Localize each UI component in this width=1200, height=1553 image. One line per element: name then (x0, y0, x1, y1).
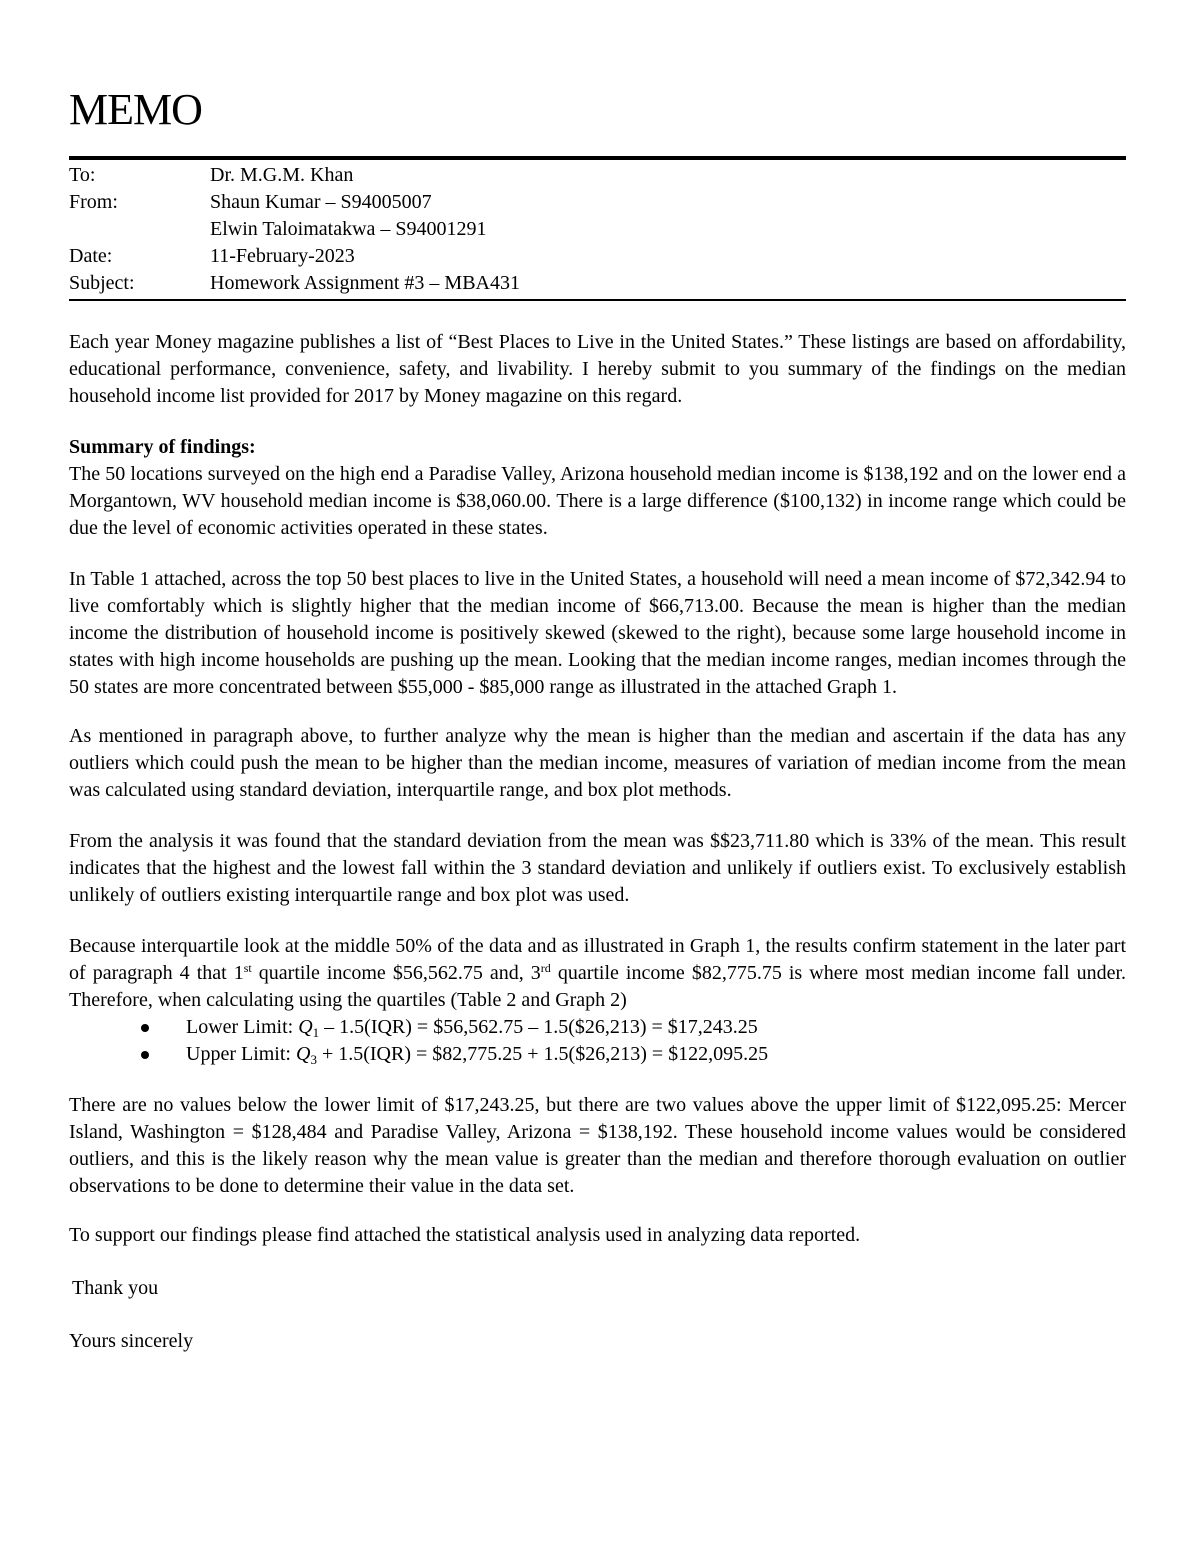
upper-limit-q: Q (295, 1043, 311, 1065)
to-label: To: (69, 164, 96, 186)
summary-paragraph: The 50 locations surveyed on the high end a Paradise Valley, Arizona household median income is $138,192 and on the lower end a Morgantown, WV household median income is $38,060.00. There is a large difference ($100,132) in income range which could be due the level of economic activities operated in these states. (69, 463, 1126, 539)
stddev-paragraph: From the analysis it was found that the standard deviation from the mean was $$23,711.80 which is 33% of the mean. This result indicates that the highest and the lowest fall within the 3 standard deviation and unlikely if outliers exist. To exclusively establish unlikely of outliers existing interquartile range and box plot was used. (69, 830, 1126, 906)
subject-value: Homework Assignment #3 – MBA431 (210, 272, 520, 294)
thanks-line: Thank you (72, 1277, 159, 1299)
date-label: Date: (69, 245, 113, 267)
intro-paragraph: Each year Money magazine publishes a list of “Best Places to Live in the United States.” These listings are based on affordability, educational performance, convenience, safety, and livability. I hereby submit to you summary of the findings on the median household income list provided for 2017 by Money magazine on this regard. (69, 331, 1126, 407)
list-item-lower-limit (69, 1014, 1126, 1041)
upper-limit-sub: 3 (310, 1052, 317, 1067)
iqr-text-2: quartile income $56,562.75 and, 3 (251, 962, 541, 984)
subject-label: Subject: (69, 272, 135, 294)
header-from-row-2 (69, 216, 1126, 243)
limits-list (69, 1014, 1126, 1068)
iqr-sup-1: st (243, 961, 252, 975)
header-from-row (69, 189, 1126, 216)
iqr-text-3: quartile income $82,775.75 is where most median income fall under. Therefore, when calculating using the quartiles (Table 2 and Graph 2) (69, 962, 1126, 1011)
bullet-icon (141, 1024, 149, 1032)
iqr-text-1: Because interquartile look at the middle 50% of the data and as illustrated in Graph 1, the results confirm statement in the later part of paragraph 4 that 1 (69, 935, 1126, 984)
lower-limit-prefix: Lower Limit: (186, 1016, 299, 1038)
date-value: 11-February-2023 (210, 245, 355, 267)
memo-body (69, 329, 1126, 1355)
memo-page (69, 86, 1126, 1355)
sign-off-line: Yours sincerely (69, 1330, 194, 1352)
lower-limit-rest: – 1.5(IQR) = $56,562.75 – 1.5($26,213) = $17,243.25 (319, 1016, 758, 1038)
variation-paragraph: As mentioned in paragraph above, to further analyze why the mean is higher than the median and ascertain if the data has any outliers which could push the mean to be higher than the median income, measures of variation of median income from the mean was calculated using standard deviation, interquartile range, and box plot methods. (69, 725, 1126, 801)
outliers-paragraph: There are no values below the lower limit of $17,243.25, but there are two values above the upper limit of $122,095.25: Mercer Island, Washington = $128,484 and Paradise Valley, Arizona = $138,192. These household income values would be considered outliers, and this is the likely reason why the mean value is greater than the median and therefore thorough evaluation on outlier observations to be done to determine their value in the data set. (69, 1094, 1126, 1197)
to-value: Dr. M.G.M. Khan (210, 164, 354, 186)
lower-limit-q: Q (298, 1016, 313, 1038)
header-date-row (69, 243, 1126, 270)
support-paragraph: To support our findings please find attached the statistical analysis used in analyzing data reported. (69, 1224, 861, 1246)
iqr-sup-2: rd (540, 961, 551, 975)
upper-limit-rest: + 1.5(IQR) = $82,775.25 + 1.5($26,213) = $122,095.25 (316, 1043, 769, 1065)
table1-paragraph: In Table 1 attached, across the top 50 best places to live in the United States, a household will need a mean income of $72,342.94 to live comfortably which is slightly higher that the median income of $66,713.00. Because the mean is higher than the median income the distribution of household income is positively skewed (skewed to the right), because some large household income in states with high income households are pushing up the mean. Looking that the median income ranges, median incomes through the 50 states are more concentrated between $55,000 - $85,000 range as illustrated in the attached Graph 1. (69, 568, 1126, 698)
header-subject-row (69, 270, 1126, 297)
lower-limit-sub: 1 (312, 1025, 320, 1040)
from-value-2: Elwin Taloimatakwa – S94001291 (210, 218, 487, 240)
header-to-row (69, 162, 1126, 189)
summary-heading: Summary of findings: (69, 436, 256, 458)
header-bottom-rule (69, 299, 1126, 301)
memo-header (69, 160, 1126, 299)
memo-title: MEMO (69, 85, 202, 134)
list-item-upper-limit (69, 1041, 1126, 1068)
bullet-icon (141, 1051, 149, 1059)
iqr-paragraph (69, 933, 1126, 1014)
from-label: From: (69, 191, 118, 213)
upper-limit-prefix: Upper Limit: (186, 1043, 296, 1065)
from-value-1: Shaun Kumar – S94005007 (210, 191, 432, 213)
